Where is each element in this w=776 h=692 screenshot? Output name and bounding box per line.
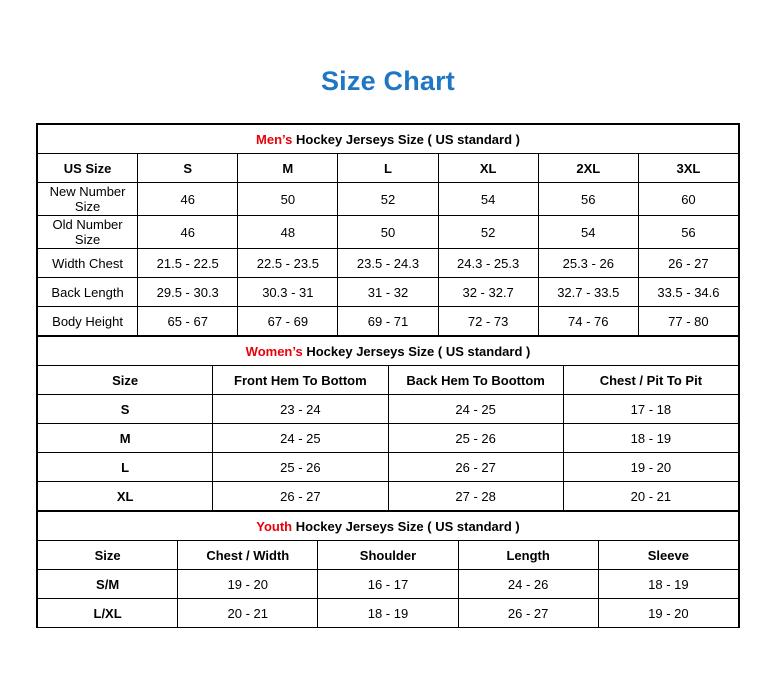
table-cell: 46 bbox=[138, 183, 238, 216]
womens-heading-rest: Hockey Jerseys Size ( US standard ) bbox=[302, 343, 531, 359]
table-row bbox=[38, 424, 739, 453]
table-cell: 56 bbox=[538, 183, 638, 216]
table-cell: 25 - 26 bbox=[213, 453, 388, 482]
row-label: L bbox=[38, 453, 213, 482]
row-label: M bbox=[38, 424, 213, 453]
table-cell: 48 bbox=[238, 216, 338, 249]
table-header-row bbox=[38, 366, 739, 395]
row-label: L/XL bbox=[38, 599, 178, 628]
table-cell: 67 - 69 bbox=[238, 307, 338, 336]
table-cell: 26 - 27 bbox=[388, 453, 563, 482]
column-header: Length bbox=[458, 541, 598, 570]
table-cell: 23 - 24 bbox=[213, 395, 388, 424]
row-label: New Number Size bbox=[38, 183, 138, 216]
table-cell: 60 bbox=[638, 183, 738, 216]
section-heading-row bbox=[38, 512, 739, 541]
table-cell: 32.7 - 33.5 bbox=[538, 278, 638, 307]
table-cell: 24 - 26 bbox=[458, 570, 598, 599]
table-cell: 56 bbox=[638, 216, 738, 249]
table-cell: 52 bbox=[438, 216, 538, 249]
column-header: Chest / Pit To Pit bbox=[563, 366, 738, 395]
table-cell: 24 - 25 bbox=[388, 395, 563, 424]
column-header: L bbox=[338, 154, 438, 183]
mens-size-table bbox=[37, 124, 739, 336]
row-label: Old Number Size bbox=[38, 216, 138, 249]
row-label: S bbox=[38, 395, 213, 424]
mens-section-heading bbox=[38, 125, 739, 154]
table-cell: 31 - 32 bbox=[338, 278, 438, 307]
table-cell: 19 - 20 bbox=[178, 570, 318, 599]
column-header: Size bbox=[38, 366, 213, 395]
table-cell: 65 - 67 bbox=[138, 307, 238, 336]
column-header: Chest / Width bbox=[178, 541, 318, 570]
table-cell: 29.5 - 30.3 bbox=[138, 278, 238, 307]
table-row bbox=[38, 307, 739, 336]
table-cell: 18 - 19 bbox=[318, 599, 458, 628]
table-cell: 22.5 - 23.5 bbox=[238, 249, 338, 278]
table-cell: 23.5 - 24.3 bbox=[338, 249, 438, 278]
section-heading-row bbox=[38, 337, 739, 366]
table-cell: 17 - 18 bbox=[563, 395, 738, 424]
table-row bbox=[38, 278, 739, 307]
row-label: XL bbox=[38, 482, 213, 511]
column-header: Size bbox=[38, 541, 178, 570]
row-label: Width Chest bbox=[38, 249, 138, 278]
table-cell: 20 - 21 bbox=[563, 482, 738, 511]
table-cell: 19 - 20 bbox=[598, 599, 738, 628]
table-cell: 19 - 20 bbox=[563, 453, 738, 482]
table-cell: 54 bbox=[438, 183, 538, 216]
womens-size-table bbox=[37, 336, 739, 511]
youth-heading-highlight: Youth bbox=[256, 518, 293, 534]
table-cell: 33.5 - 34.6 bbox=[638, 278, 738, 307]
table-cell: 25.3 - 26 bbox=[538, 249, 638, 278]
table-cell: 21.5 - 22.5 bbox=[138, 249, 238, 278]
table-cell: 77 - 80 bbox=[638, 307, 738, 336]
column-header: Sleeve bbox=[598, 541, 738, 570]
row-label: Body Height bbox=[38, 307, 138, 336]
table-cell: 26 - 27 bbox=[213, 482, 388, 511]
table-row bbox=[38, 570, 739, 599]
table-row bbox=[38, 453, 739, 482]
table-cell: 30.3 - 31 bbox=[238, 278, 338, 307]
womens-section-heading bbox=[38, 337, 739, 366]
table-row bbox=[38, 249, 739, 278]
row-label: S/M bbox=[38, 570, 178, 599]
column-header: XL bbox=[438, 154, 538, 183]
table-cell: 16 - 17 bbox=[318, 570, 458, 599]
table-cell: 25 - 26 bbox=[388, 424, 563, 453]
column-header: M bbox=[238, 154, 338, 183]
table-cell: 18 - 19 bbox=[598, 570, 738, 599]
table-cell: 24.3 - 25.3 bbox=[438, 249, 538, 278]
table-row bbox=[38, 216, 739, 249]
table-cell: 20 - 21 bbox=[178, 599, 318, 628]
table-cell: 69 - 71 bbox=[338, 307, 438, 336]
table-cell: 54 bbox=[538, 216, 638, 249]
table-header-row bbox=[38, 541, 739, 570]
column-header: Back Hem To Boottom bbox=[388, 366, 563, 395]
table-row bbox=[38, 183, 739, 216]
table-cell: 24 - 25 bbox=[213, 424, 388, 453]
youth-size-table bbox=[37, 511, 739, 628]
table-cell: 52 bbox=[338, 183, 438, 216]
table-cell: 18 - 19 bbox=[563, 424, 738, 453]
table-cell: 50 bbox=[338, 216, 438, 249]
column-header: 2XL bbox=[538, 154, 638, 183]
page-title: Size Chart bbox=[320, 66, 456, 96]
column-header: Front Hem To Bottom bbox=[213, 366, 388, 395]
table-header-row bbox=[38, 154, 739, 183]
youth-section-heading bbox=[38, 512, 739, 541]
table-cell: 27 - 28 bbox=[388, 482, 563, 511]
column-header: S bbox=[138, 154, 238, 183]
table-cell: 46 bbox=[138, 216, 238, 249]
table-row bbox=[38, 395, 739, 424]
section-heading-row bbox=[38, 125, 739, 154]
table-row bbox=[38, 599, 739, 628]
table-row bbox=[38, 482, 739, 511]
table-cell: 50 bbox=[238, 183, 338, 216]
column-header: 3XL bbox=[638, 154, 738, 183]
column-header: Shoulder bbox=[318, 541, 458, 570]
row-label: Back Length bbox=[38, 278, 138, 307]
youth-heading-rest: Hockey Jerseys Size ( US standard ) bbox=[292, 518, 520, 534]
table-cell: 26 - 27 bbox=[458, 599, 598, 628]
table-cell: 74 - 76 bbox=[538, 307, 638, 336]
womens-heading-highlight: Women’s bbox=[245, 343, 303, 359]
size-chart-tables bbox=[36, 123, 740, 628]
table-cell: 32 - 32.7 bbox=[438, 278, 538, 307]
mens-heading-highlight: Men’s bbox=[256, 131, 293, 147]
table-cell: 26 - 27 bbox=[638, 249, 738, 278]
table-cell: 72 - 73 bbox=[438, 307, 538, 336]
column-header: US Size bbox=[38, 154, 138, 183]
mens-heading-rest: Hockey Jerseys Size ( US standard ) bbox=[292, 131, 520, 147]
